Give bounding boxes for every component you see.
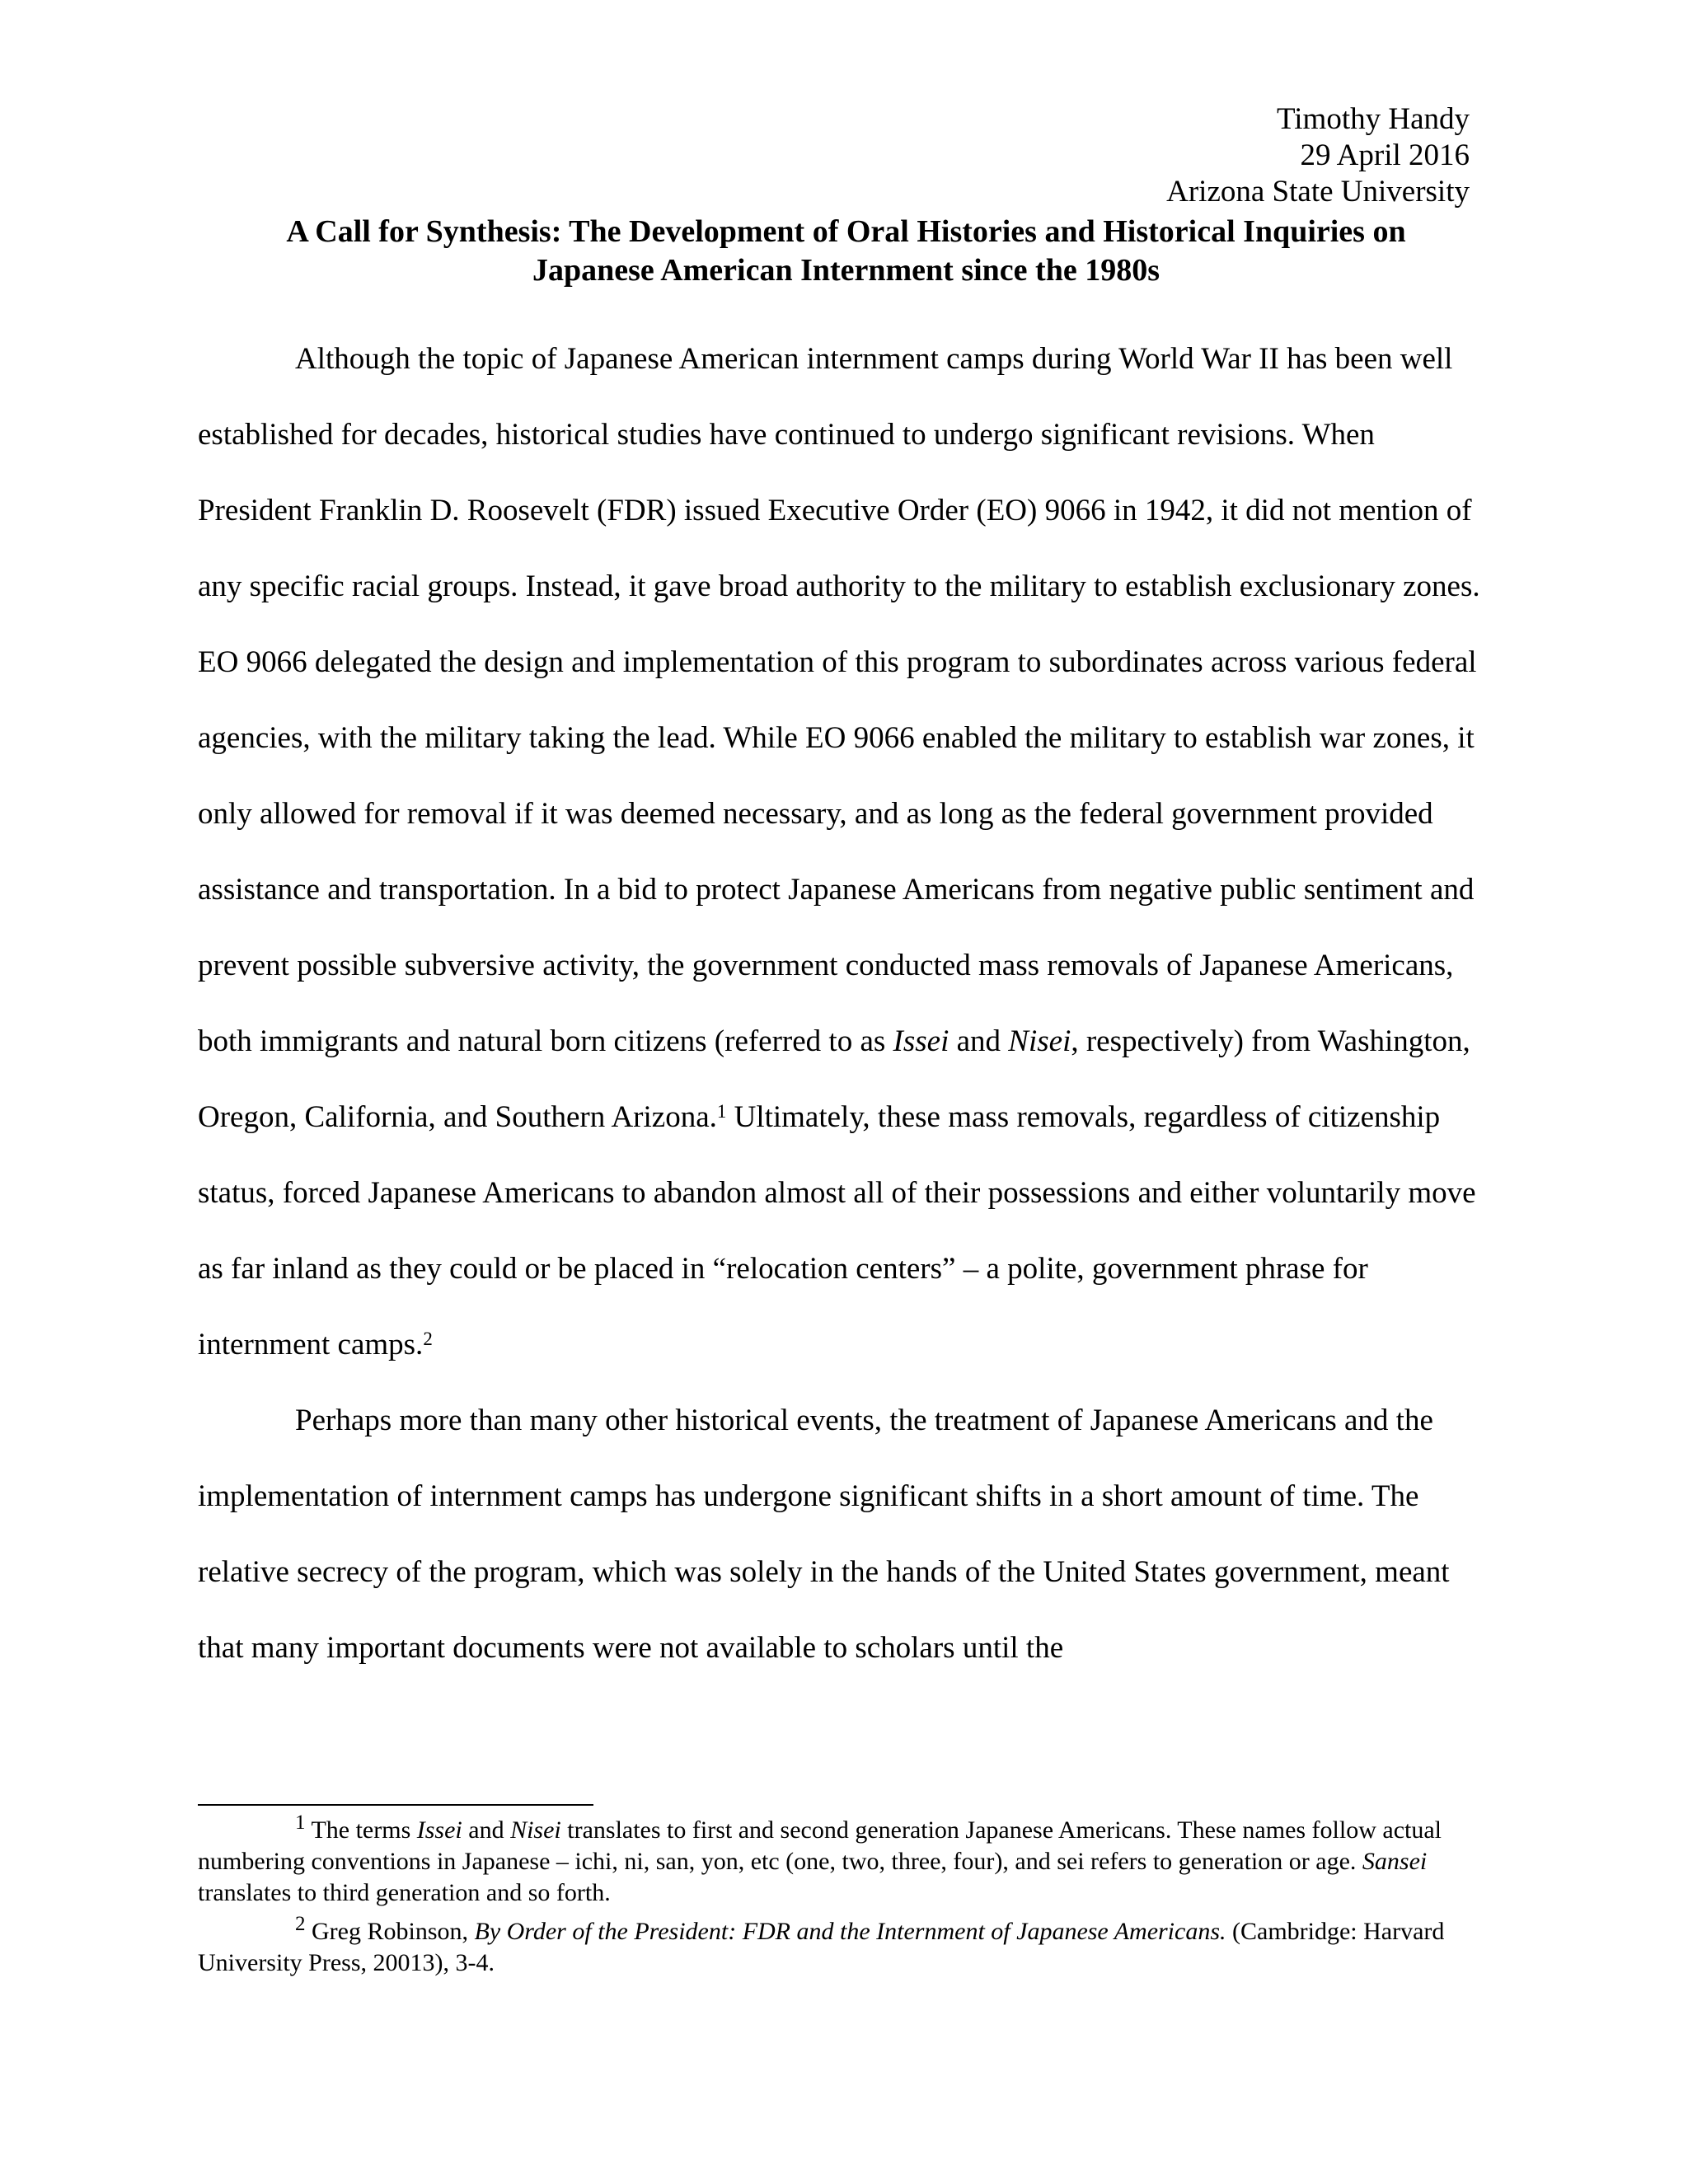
footnote-1-text-a: The terms	[305, 1816, 417, 1844]
footnote-2	[198, 1909, 1494, 1979]
term-nisei: Nisei	[1008, 1024, 1071, 1058]
footnote-1-text-d: translates to third generation and so forth.	[198, 1879, 611, 1906]
footnote-2-text-a: Greg Robinson,	[305, 1918, 475, 1945]
paragraph-1	[198, 321, 1494, 1383]
title-line-2: Japanese American Internment since the 1980s	[532, 253, 1160, 288]
paper-title	[198, 213, 1494, 290]
footnote-1-number: 1	[295, 1811, 306, 1834]
footnote-1-term-nisei: Nisei	[510, 1816, 561, 1844]
footnote-1	[198, 1807, 1494, 1909]
paper-date: 29 April 2016	[1300, 138, 1470, 172]
paragraph-2: Perhaps more than many other historical events, the treatment of Japanese Americans and the implementation of internment camps has undergone significant shifts in a short amount of time. The relative secrecy of the program, which was solely in the hands of the United States government, meant that many important documents were not available to scholars until the	[198, 1404, 1450, 1665]
footnote-2-number: 2	[295, 1913, 306, 1935]
footnote-divider	[198, 1804, 593, 1806]
paragraph-1-and: and	[949, 1024, 1009, 1058]
footnote-1-text-c: translates to first and second generation Japanese Americans. These names follow actual numbering conventions in Japanese – ichi, ni, san, yon, etc (one, two, three, four), and sei refers to generation or age.	[198, 1816, 1442, 1875]
title-line-1: A Call for Synthesis: The Development of Oral Histories and Historical Inquiries on	[286, 214, 1406, 249]
footnote-ref-2[interactable]: 2	[423, 1328, 433, 1349]
institution-name: Arizona State University	[1166, 175, 1470, 209]
footnote-2-book-title: By Order of the President: FDR and the Internment of Japanese Americans.	[474, 1918, 1226, 1945]
term-issei: Issei	[893, 1024, 950, 1058]
paragraph-1-text-b: , respectively) from Washington, Oregon, California, and Southern Arizona.	[198, 1024, 1470, 1134]
footnote-1-term-sansei: Sansei	[1362, 1848, 1428, 1875]
author-name: Timothy Handy	[1276, 102, 1470, 136]
body-text	[198, 321, 1494, 1686]
footnote-ref-1[interactable]: 1	[716, 1100, 727, 1122]
footnote-1-text-b: and	[462, 1816, 511, 1844]
footnotes	[198, 1807, 1494, 1979]
author-header	[1166, 101, 1470, 210]
footnote-1-term-issei: Issei	[416, 1816, 462, 1844]
paragraph-1-text-c: Ultimately, these mass removals, regardless of citizenship status, forced Japanese Americans to abandon almost all of their possessions and either voluntarily move as far inland as they could or be placed in “relocation centers” – a polite, government phrase for internment camps.	[198, 1100, 1476, 1361]
footnote-2-text-b: (Cambridge: Harvard University Press, 20013), 3-4.	[198, 1918, 1445, 1976]
paragraph-1-text-a: Although the topic of Japanese American internment camps during World War II has been well established for decades, historical studies have continued to undergo significant revisions. When President Franklin D. Roosevelt (FDR) issued Executive Order (EO) 9066 in 1942, it did not mention of any specific racial groups. Instead, it gave broad authority to the military to establish exclusionary zones. EO 9066 delegated the design and implementation of this program to subordinates across various federal agencies, with the military taking the lead. While EO 9066 enabled the military to establish war zones, it only allowed for removal if it was deemed necessary, and as long as the federal government provided assistance and transportation. In a bid to protect Japanese Americans from negative public sentiment and prevent possible subversive activity, the government conducted mass removals of Japanese Americans, both immigrants and natural born citizens (referred to as	[198, 342, 1480, 1058]
